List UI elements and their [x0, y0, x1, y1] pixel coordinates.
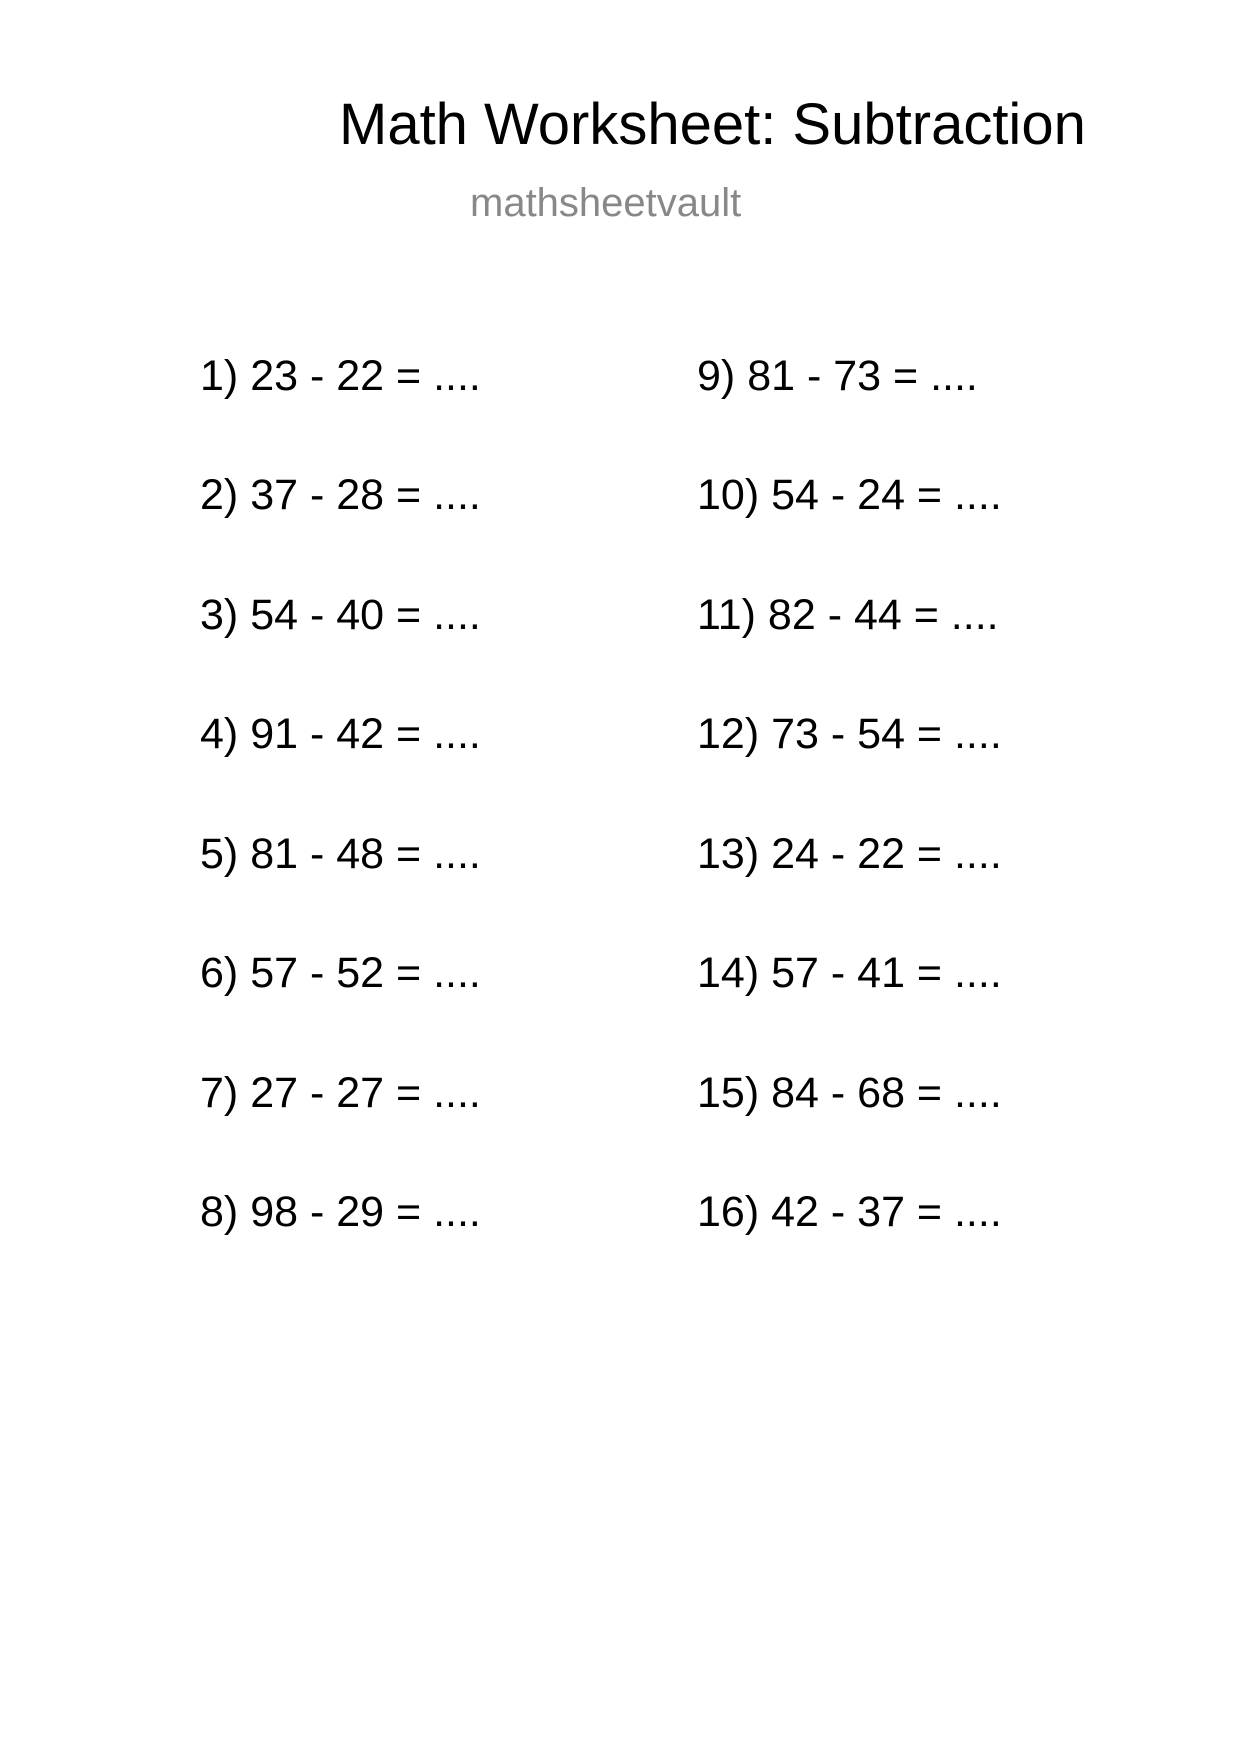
- problem-6: [200, 949, 481, 997]
- problem-expression: 27 - 27 = ....: [250, 1069, 481, 1117]
- problem-11: [697, 591, 999, 639]
- problem-expression: 57 - 41 = ....: [771, 949, 1002, 997]
- problem-expression: 81 - 73 = ....: [747, 352, 978, 400]
- problem-expression: 24 - 22 = ....: [771, 830, 1002, 878]
- problem-9: [697, 352, 978, 400]
- problem-number: 12): [697, 710, 760, 758]
- problem-5: [200, 830, 481, 878]
- problem-number: 11): [697, 591, 756, 639]
- problem-7: [200, 1069, 481, 1117]
- problem-number: 6): [200, 949, 239, 997]
- problem-expression: 84 - 68 = ....: [771, 1069, 1002, 1117]
- problem-number: 1): [200, 352, 239, 400]
- worksheet-subtitle: mathsheetvault: [470, 181, 742, 225]
- problem-16: [697, 1188, 1002, 1236]
- problem-number: 5): [200, 830, 239, 878]
- worksheet-title: Math Worksheet: Subtraction: [339, 92, 1086, 157]
- problem-number: 2): [200, 471, 239, 519]
- problem-expression: 91 - 42 = ....: [250, 710, 481, 758]
- problem-number: 13): [697, 830, 760, 878]
- problem-expression: 82 - 44 = ....: [767, 591, 999, 639]
- problem-expression: 37 - 28 = ....: [250, 471, 481, 519]
- problem-15: [697, 1069, 1002, 1117]
- problem-expression: 98 - 29 = ....: [250, 1188, 481, 1236]
- problem-1: [200, 352, 481, 400]
- problem-3: [200, 591, 481, 639]
- problem-expression: 81 - 48 = ....: [250, 830, 481, 878]
- problem-number: 16): [697, 1188, 760, 1236]
- problem-8: [200, 1188, 481, 1236]
- problem-number: 4): [200, 710, 239, 758]
- problem-expression: 42 - 37 = ....: [771, 1188, 1002, 1236]
- problem-expression: 54 - 40 = ....: [250, 591, 481, 639]
- problem-12: [697, 710, 1002, 758]
- problem-expression: 73 - 54 = ....: [771, 710, 1002, 758]
- problem-14: [697, 949, 1002, 997]
- problem-4: [200, 710, 481, 758]
- problem-number: 8): [200, 1188, 239, 1236]
- problem-13: [697, 830, 1002, 878]
- problem-number: 15): [697, 1069, 760, 1117]
- problem-number: 7): [200, 1069, 239, 1117]
- problem-number: 3): [200, 591, 239, 639]
- problem-expression: 54 - 24 = ....: [771, 471, 1002, 519]
- problem-number: 9): [697, 352, 736, 400]
- problem-2: [200, 471, 481, 519]
- problem-expression: 57 - 52 = ....: [250, 949, 481, 997]
- problem-number: 14): [697, 949, 760, 997]
- problem-number: 10): [697, 471, 760, 519]
- problem-10: [697, 471, 1002, 519]
- problem-expression: 23 - 22 = ....: [250, 352, 481, 400]
